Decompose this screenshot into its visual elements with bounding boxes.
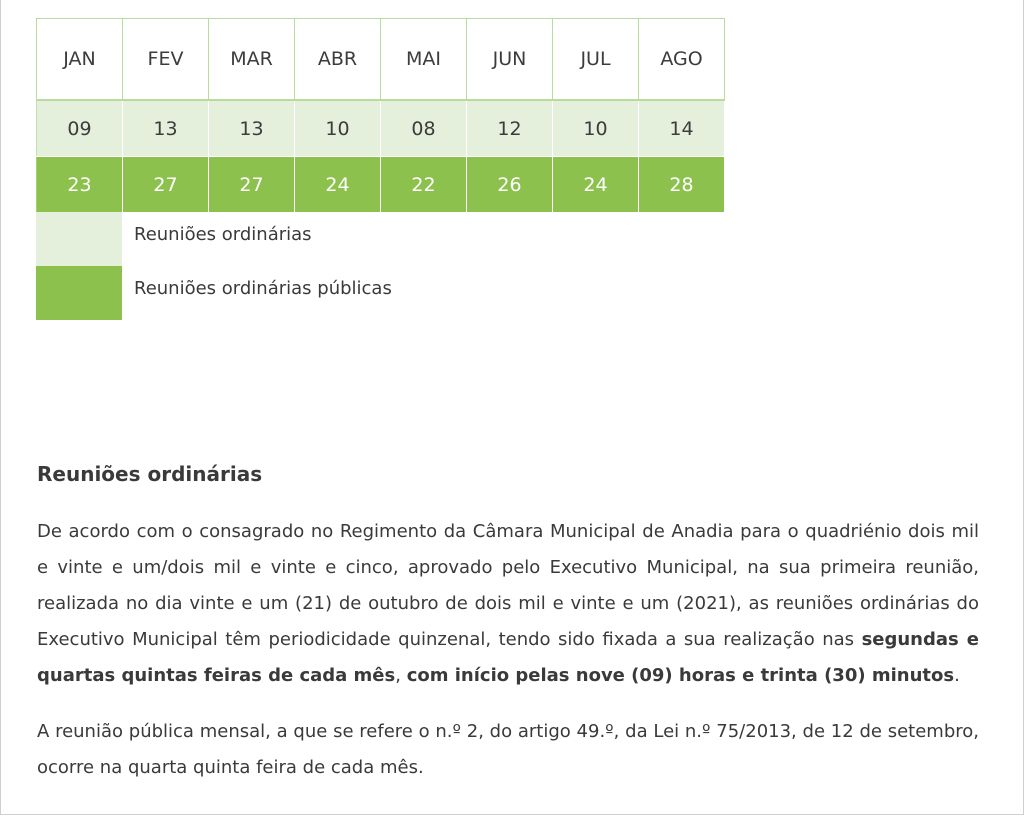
public-day-cell: 27 [123, 157, 209, 213]
ordinary-day-cell: 10 [553, 100, 639, 157]
month-cell: MAI [381, 19, 467, 101]
public-day-cell: 24 [553, 157, 639, 213]
public-day-cell: 27 [209, 157, 295, 213]
month-cell: MAR [209, 19, 295, 101]
public-meetings-row [37, 157, 725, 213]
public-day-cell: 26 [467, 157, 553, 213]
ordinary-day-cell: 09 [37, 100, 123, 157]
public-day-cell: 23 [37, 157, 123, 213]
meeting-time-emphasis: com início pelas nove (09) horas e trinta (30) minutos [406, 665, 955, 686]
month-cell: AGO [639, 19, 725, 101]
legend-swatch-ordinary [36, 212, 122, 266]
legend-label-public: Reuniões ordinárias públicas [134, 278, 392, 299]
month-cell: JUN [467, 19, 553, 101]
month-cell: JUL [553, 19, 639, 101]
ordinary-day-cell: 13 [209, 100, 295, 157]
paragraph-text: De acordo com o consagrado no Regimento da Câmara Municipal de Anadia para o quadriénio dois mil e vinte e um/dois mil e vinte e cinco, aprovado pelo Executivo Municipal, na sua primeira reunião, realizada no dia vinte e um (21) de outubro de dois mil e vinte e um (2021), as reuniões ordinárias do Executivo Municipal têm periodicidade quinzenal, tendo sido fixada a sua realização nas [37, 521, 979, 650]
public-day-cell: 24 [295, 157, 381, 213]
paragraph-separator: , [395, 665, 407, 686]
ordinary-day-cell: 12 [467, 100, 553, 157]
ordinary-meetings-row [37, 100, 725, 157]
ordinary-day-cell: 08 [381, 100, 467, 157]
legend-label-ordinary: Reuniões ordinárias [134, 224, 312, 245]
meeting-days-emphasis: segundas e quartas quintas feiras de cada mês [37, 629, 979, 686]
ordinary-day-cell: 13 [123, 100, 209, 157]
month-cell: FEV [123, 19, 209, 101]
section-heading: Reuniões ordinárias [37, 462, 263, 486]
public-day-cell: 22 [381, 157, 467, 213]
meeting-schedule-table [36, 18, 725, 213]
public-day-cell: 28 [639, 157, 725, 213]
paragraph-end: . [954, 665, 960, 686]
ordinary-day-cell: 10 [295, 100, 381, 157]
public-meeting-paragraph: A reunião pública mensal, a que se refere o n.º 2, do artigo 49.º, da Lei n.º 75/2013, de 12 de setembro, ocorre na quarta quinta feira de cada mês. [37, 721, 979, 778]
schedule-paragraph [37, 514, 979, 694]
ordinary-day-cell: 14 [639, 100, 725, 157]
month-cell: ABR [295, 19, 381, 101]
months-row [37, 19, 725, 101]
legend-swatch-public [36, 266, 122, 320]
month-cell: JAN [37, 19, 123, 101]
